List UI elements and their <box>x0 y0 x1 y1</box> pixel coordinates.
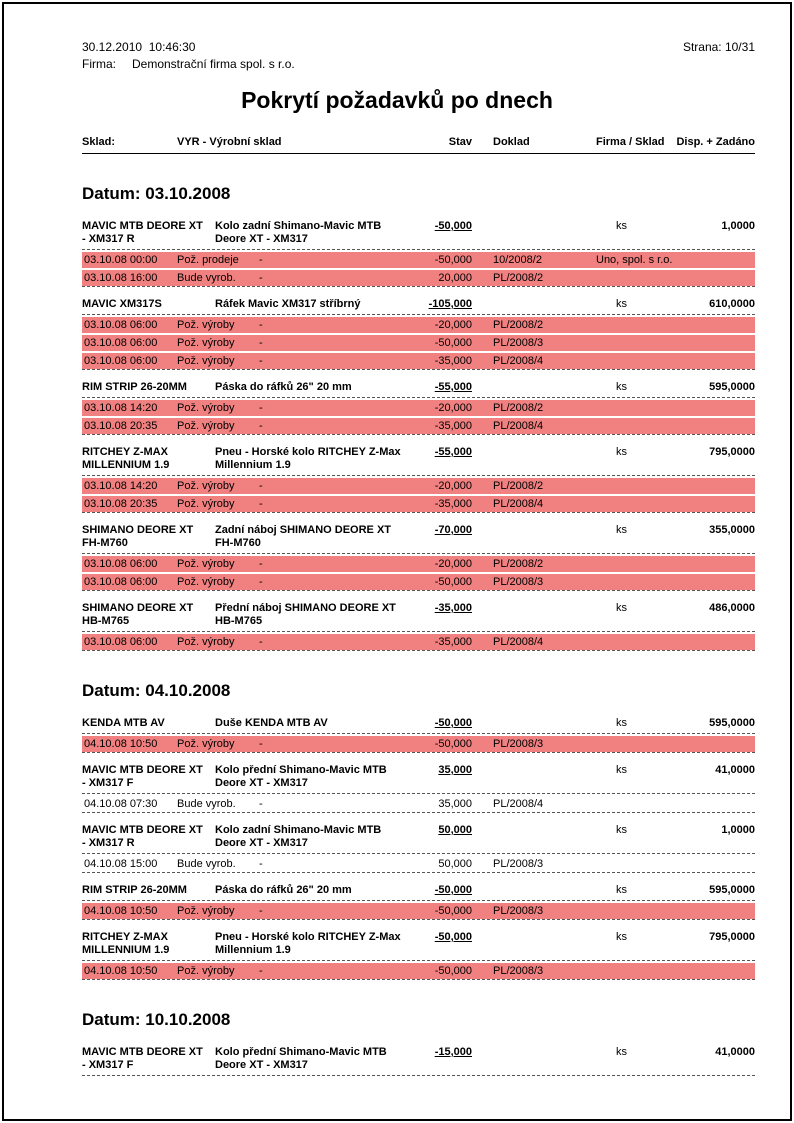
item-group <box>82 931 755 980</box>
group-rows <box>82 317 755 370</box>
item-description: Kolo přední Shimano-Mavic MTB Deore XT - XM317 <box>215 1046 387 1071</box>
row-operation: Pož. výroby <box>177 576 235 588</box>
row-amount: -20,000 <box>434 558 472 570</box>
item-gap <box>472 1046 493 1072</box>
section-groups <box>82 220 755 651</box>
item-group <box>82 884 755 920</box>
row-datetime: 03.10.08 06:00 <box>84 636 158 648</box>
item-stav-value: -70,000 <box>434 524 472 536</box>
item-header-row <box>82 1046 755 1076</box>
item-disp-value: 41,0000 <box>715 764 755 776</box>
item-doklad-cell <box>493 764 596 790</box>
item-group <box>82 1046 755 1076</box>
item-disp-value: 1,0000 <box>721 220 755 232</box>
item-gap <box>472 602 493 628</box>
row-operation: Bude vyrob. <box>177 272 236 284</box>
row-dash: - <box>259 576 263 588</box>
item-code: RITCHEY Z-MAX MILLENNIUM 1.9 <box>82 446 170 471</box>
row-doklad: PL/2008/4 <box>493 798 544 810</box>
row-datetime: 03.10.08 20:35 <box>84 498 158 510</box>
print-datetime: 30.12.2010 10:46:30 <box>82 40 196 54</box>
item-header-row <box>82 446 755 476</box>
report-body <box>82 184 755 1076</box>
row-dash: - <box>259 420 263 432</box>
row-datetime: 03.10.08 06:00 <box>84 576 158 588</box>
row-doklad: PL/2008/3 <box>493 858 544 870</box>
requirement-row <box>82 736 755 752</box>
item-group <box>82 602 755 651</box>
group-rows <box>82 252 755 287</box>
item-stav-value: -105,000 <box>428 298 472 310</box>
item-doklad-cell <box>493 717 596 730</box>
item-header-row <box>82 298 755 315</box>
item-header-row <box>82 524 755 554</box>
row-datetime: 03.10.08 20:35 <box>84 420 158 432</box>
row-amount: -20,000 <box>434 402 472 414</box>
row-operation: Pož. výroby <box>177 965 235 977</box>
item-description: Kolo přední Shimano-Mavic MTB Deore XT - XM317 <box>215 764 387 789</box>
item-gap <box>472 524 493 550</box>
item-disp-value: 486,0000 <box>709 602 755 614</box>
item-unit: ks <box>616 381 627 393</box>
requirement-row <box>82 634 755 650</box>
row-operation: Pož. výroby <box>177 420 235 432</box>
row-doklad: PL/2008/2 <box>493 272 544 284</box>
item-stav-value: -35,000 <box>434 602 472 614</box>
item-gap <box>472 764 493 790</box>
row-operation: Pož. výroby <box>177 738 235 750</box>
item-doklad-cell <box>493 884 596 897</box>
requirement-row <box>82 574 755 590</box>
requirement-row <box>82 270 755 286</box>
item-disp-value: 595,0000 <box>709 717 755 729</box>
group-rows <box>82 478 755 513</box>
item-description: Páska do ráfků 26" 20 mm <box>215 884 352 896</box>
item-description: Kolo zadní Shimano-Mavic MTB Deore XT - XM317 <box>215 824 382 849</box>
warehouse-label: Sklad: <box>82 136 116 148</box>
item-header-row <box>82 764 755 794</box>
item-unit: ks <box>616 884 627 896</box>
item-code: KENDA MTB AV <box>82 717 165 729</box>
row-dash: - <box>259 905 263 917</box>
section-groups <box>82 1046 755 1076</box>
report-page <box>2 2 792 1121</box>
row-operation: Bude vyrob. <box>177 798 236 810</box>
item-group <box>82 298 755 370</box>
row-amount: -50,000 <box>434 337 472 349</box>
item-description: Duše KENDA MTB AV <box>215 717 328 729</box>
row-amount: -20,000 <box>434 319 472 331</box>
row-amount: -35,000 <box>434 355 472 367</box>
item-disp-value: 355,0000 <box>709 524 755 536</box>
item-gap <box>472 298 493 311</box>
item-description: Páska do ráfků 26" 20 mm <box>215 381 352 393</box>
row-operation: Pož. prodeje <box>177 254 239 266</box>
item-header-row <box>82 717 755 734</box>
row-dash: - <box>259 858 263 870</box>
date-heading: Datum: 04.10.2008 <box>82 681 231 700</box>
row-dash: - <box>259 337 263 349</box>
row-doklad: PL/2008/3 <box>493 905 544 917</box>
col-header-doklad: Doklad <box>493 136 530 148</box>
item-group <box>82 446 755 513</box>
requirement-row <box>82 353 755 369</box>
item-unit: ks <box>616 298 627 310</box>
row-dash: - <box>259 480 263 492</box>
row-datetime: 03.10.08 14:20 <box>84 480 158 492</box>
item-group <box>82 717 755 753</box>
group-rows <box>82 400 755 435</box>
page-number: Strana: 10/31 <box>682 40 755 54</box>
item-doklad-cell <box>493 381 596 394</box>
item-stav-value: 50,000 <box>438 824 472 836</box>
item-doklad-cell <box>493 1046 596 1072</box>
requirement-row <box>82 418 755 434</box>
report-title: Pokrytí požadavků po dnech <box>241 87 553 113</box>
company-label: Firma: <box>82 57 116 71</box>
warehouse-value: VYR - Výrobní sklad <box>177 136 282 148</box>
row-firma: Uno, spol. s r.o. <box>596 254 673 266</box>
item-group <box>82 524 755 591</box>
row-operation: Pož. výroby <box>177 319 235 331</box>
item-stav-value: 35,000 <box>438 764 472 776</box>
date-section <box>82 184 755 651</box>
column-header-row <box>82 136 755 154</box>
row-amount: -35,000 <box>434 420 472 432</box>
date-section <box>82 1010 755 1076</box>
requirement-row <box>82 478 755 494</box>
item-doklad-cell <box>493 524 596 550</box>
requirement-row <box>82 556 755 572</box>
item-gap <box>472 220 493 246</box>
item-group <box>82 381 755 435</box>
item-doklad-cell <box>493 824 596 850</box>
date-heading: Datum: 10.10.2008 <box>82 1010 231 1029</box>
row-doklad: PL/2008/2 <box>493 558 544 570</box>
item-doklad-cell <box>493 446 596 472</box>
group-rows <box>82 856 755 873</box>
item-disp-value: 595,0000 <box>709 884 755 896</box>
item-code: MAVIC MTB DEORE XT - XM317 R <box>82 220 203 245</box>
item-code: RIM STRIP 26-20MM <box>82 884 187 896</box>
item-disp-value: 795,0000 <box>709 931 755 943</box>
requirement-row <box>82 903 755 919</box>
item-doklad-cell <box>493 220 596 246</box>
item-stav-value: -55,000 <box>434 381 472 393</box>
item-description: Pneu - Horské kolo RITCHEY Z-Max Millennium 1.9 <box>215 931 401 956</box>
requirement-row <box>82 400 755 416</box>
item-code: SHIMANO DEORE XT FH-M760 <box>82 524 194 549</box>
row-doklad: PL/2008/3 <box>493 337 544 349</box>
requirement-row <box>82 963 755 979</box>
row-dash: - <box>259 272 263 284</box>
requirement-row <box>82 856 755 872</box>
row-datetime: 03.10.08 06:00 <box>84 319 158 331</box>
row-operation: Pož. výroby <box>177 337 235 349</box>
item-gap <box>472 884 493 897</box>
item-unit: ks <box>616 602 627 614</box>
item-disp-value: 595,0000 <box>709 381 755 393</box>
item-code: MAVIC MTB DEORE XT - XM317 F <box>82 764 203 789</box>
item-header-row <box>82 931 755 961</box>
group-rows <box>82 903 755 920</box>
date-heading: Datum: 03.10.2008 <box>82 184 231 203</box>
row-datetime: 03.10.08 06:00 <box>84 355 158 367</box>
row-amount: -20,000 <box>434 480 472 492</box>
row-dash: - <box>259 402 263 414</box>
row-amount: 35,000 <box>438 798 472 810</box>
item-group <box>82 824 755 873</box>
group-rows <box>82 796 755 813</box>
row-doklad: PL/2008/3 <box>493 965 544 977</box>
item-doklad-cell <box>493 298 596 311</box>
row-amount: 20,000 <box>438 272 472 284</box>
item-gap <box>472 717 493 730</box>
item-gap <box>472 931 493 957</box>
row-datetime: 03.10.08 14:20 <box>84 402 158 414</box>
row-amount: -50,000 <box>434 905 472 917</box>
row-doklad: PL/2008/2 <box>493 480 544 492</box>
requirement-row <box>82 796 755 812</box>
row-operation: Pož. výroby <box>177 905 235 917</box>
item-unit: ks <box>616 446 627 458</box>
item-header-row <box>82 602 755 632</box>
row-operation: Pož. výroby <box>177 558 235 570</box>
item-disp-value: 795,0000 <box>709 446 755 458</box>
item-group <box>82 764 755 813</box>
item-stav-value: -55,000 <box>434 446 472 458</box>
row-dash: - <box>259 636 263 648</box>
group-rows <box>82 556 755 591</box>
item-stav-value: -15,000 <box>434 1046 472 1058</box>
item-stav-value: -50,000 <box>434 884 472 896</box>
group-rows <box>82 963 755 980</box>
row-datetime: 03.10.08 06:00 <box>84 337 158 349</box>
row-datetime: 03.10.08 06:00 <box>84 558 158 570</box>
item-unit: ks <box>616 524 627 536</box>
requirement-row <box>82 335 755 351</box>
item-description: Přední náboj SHIMANO DEORE XT HB-M765 <box>215 602 396 627</box>
row-datetime: 04.10.08 15:00 <box>84 858 158 870</box>
item-gap <box>472 381 493 394</box>
page-meta <box>82 40 755 54</box>
row-doklad: PL/2008/4 <box>493 636 544 648</box>
item-stav-value: -50,000 <box>434 717 472 729</box>
item-disp-value: 41,0000 <box>715 1046 755 1058</box>
item-unit: ks <box>616 824 627 836</box>
row-doklad: PL/2008/4 <box>493 498 544 510</box>
requirement-row <box>82 317 755 333</box>
item-doklad-cell <box>493 931 596 957</box>
row-operation: Pož. výroby <box>177 498 235 510</box>
item-gap <box>472 446 493 472</box>
row-amount: -50,000 <box>434 738 472 750</box>
item-code: RITCHEY Z-MAX MILLENNIUM 1.9 <box>82 931 170 956</box>
col-header-firma-sklad: Firma / Sklad <box>596 136 665 148</box>
row-amount: -35,000 <box>434 498 472 510</box>
company-row <box>82 57 755 71</box>
row-operation: Bude vyrob. <box>177 858 236 870</box>
requirement-row <box>82 252 755 268</box>
item-header-row <box>82 824 755 854</box>
company-name: Demonstrační firma spol. s r.o. <box>132 57 295 71</box>
item-description: Zadní náboj SHIMANO DEORE XT FH-M760 <box>215 524 392 549</box>
item-unit: ks <box>616 764 627 776</box>
item-disp-value: 610,0000 <box>709 298 755 310</box>
col-header-stav: Stav <box>448 136 472 148</box>
item-code: SHIMANO DEORE XT HB-M765 <box>82 602 194 627</box>
row-datetime: 04.10.08 10:50 <box>84 738 158 750</box>
section-groups <box>82 717 755 980</box>
row-amount: -50,000 <box>434 965 472 977</box>
row-amount: -35,000 <box>434 636 472 648</box>
row-dash: - <box>259 798 263 810</box>
row-dash: - <box>259 355 263 367</box>
row-datetime: 04.10.08 10:50 <box>84 965 158 977</box>
row-doklad: PL/2008/4 <box>493 355 544 367</box>
item-gap <box>472 824 493 850</box>
row-datetime: 04.10.08 10:50 <box>84 905 158 917</box>
row-dash: - <box>259 558 263 570</box>
row-operation: Pož. výroby <box>177 636 235 648</box>
row-dash: - <box>259 738 263 750</box>
row-datetime: 03.10.08 00:00 <box>84 254 158 266</box>
requirement-row <box>82 496 755 512</box>
item-description: Kolo zadní Shimano-Mavic MTB Deore XT - XM317 <box>215 220 382 245</box>
row-doklad: PL/2008/2 <box>493 319 544 331</box>
item-header-row <box>82 381 755 398</box>
item-code: MAVIC XM317S <box>82 298 162 310</box>
item-code: RIM STRIP 26-20MM <box>82 381 187 393</box>
group-rows <box>82 634 755 651</box>
item-unit: ks <box>616 717 627 729</box>
item-description: Ráfek Mavic XM317 stříbrný <box>215 298 361 310</box>
item-stav-value: -50,000 <box>434 931 472 943</box>
row-amount: -50,000 <box>434 576 472 588</box>
item-disp-value: 1,0000 <box>721 824 755 836</box>
row-doklad: PL/2008/3 <box>493 576 544 588</box>
row-doklad: PL/2008/4 <box>493 420 544 432</box>
item-header-row <box>82 884 755 901</box>
row-datetime: 04.10.08 07:30 <box>84 798 158 810</box>
item-header-row <box>82 220 755 250</box>
row-operation: Pož. výroby <box>177 355 235 367</box>
item-unit: ks <box>616 1046 627 1058</box>
item-code: MAVIC MTB DEORE XT - XM317 R <box>82 824 203 849</box>
row-operation: Pož. výroby <box>177 480 235 492</box>
col-header-disp-zadano: Disp. + Zadáno <box>676 136 755 148</box>
row-amount: 50,000 <box>438 858 472 870</box>
item-code: MAVIC MTB DEORE XT - XM317 F <box>82 1046 203 1071</box>
item-stav-value: -50,000 <box>434 220 472 232</box>
item-description: Pneu - Horské kolo RITCHEY Z-Max Millennium 1.9 <box>215 446 401 471</box>
row-dash: - <box>259 319 263 331</box>
row-operation: Pož. výroby <box>177 402 235 414</box>
row-dash: - <box>259 965 263 977</box>
row-doklad: PL/2008/2 <box>493 402 544 414</box>
date-section <box>82 681 755 980</box>
item-unit: ks <box>616 220 627 232</box>
item-group <box>82 220 755 287</box>
group-rows <box>82 736 755 753</box>
row-dash: - <box>259 498 263 510</box>
row-amount: -50,000 <box>434 254 472 266</box>
item-doklad-cell <box>493 602 596 628</box>
row-doklad: PL/2008/3 <box>493 738 544 750</box>
row-dash: - <box>259 254 263 266</box>
row-doklad: 10/2008/2 <box>493 254 542 266</box>
item-unit: ks <box>616 931 627 943</box>
row-datetime: 03.10.08 16:00 <box>84 272 158 284</box>
